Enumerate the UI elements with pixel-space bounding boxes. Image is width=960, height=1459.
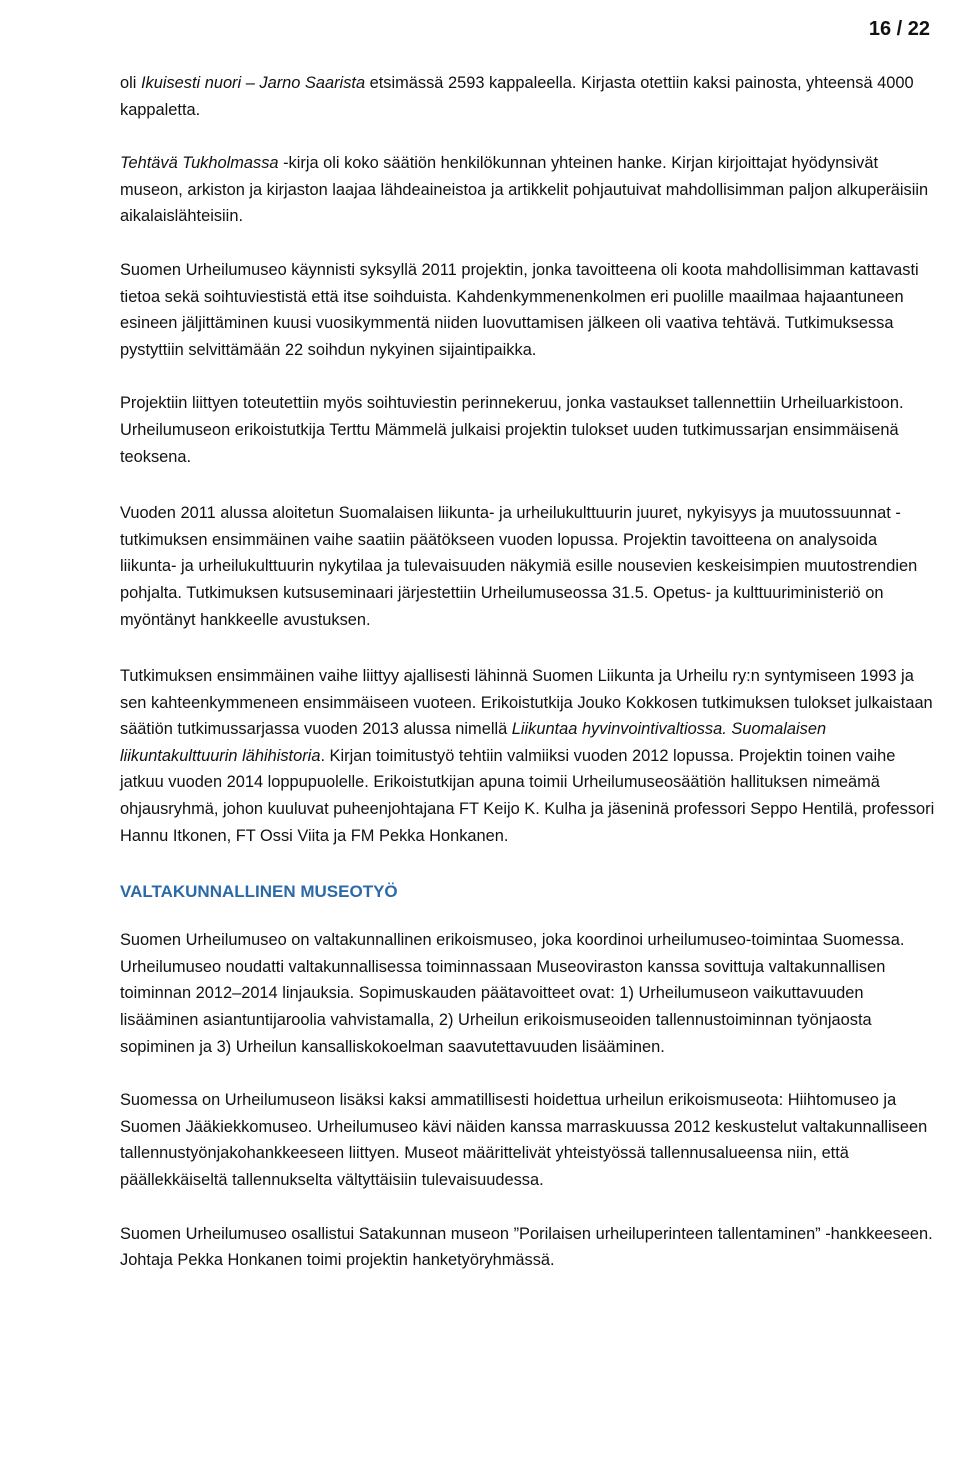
section-heading: VALTAKUNNALLINEN MUSEOTYÖ xyxy=(120,882,398,902)
paragraph-tradition-collection: Projektiin liittyen toteutettiin myös soihtuviestin perinnekeruu, jonka vastaukset tallennettiin Urheiluarkistoon. Urheilumuseon erikoistutkija Terttu Mämmelä julkaisi projektin tulokset uuden tutkimussarjan ensimmäisenä teoksena. xyxy=(120,394,904,466)
book-title: Tehtävä Tukholmassa xyxy=(120,154,279,173)
book-title: Liikuntaa hyvinvointivaltiossa. Suomalaisen liikuntakulttuurin lähihistoria xyxy=(120,720,827,765)
page-number: 16 / 22 xyxy=(868,18,930,40)
paragraph-text: etsimässä 2593 kappaleella. Kirjasta otettiin kaksi painosta, yhteensä 4000 kappaletta. xyxy=(120,74,914,119)
paragraph-national-museum: Suomen Urheilumuseo on valtakunnallinen erikoismuseo, joka koordinoi urheilumuseo-toimintaa Suomessa. Urheilumuseo noudatti valtakunnallisessa toiminnassaan Museoviraston kanssa sovittuja valtakunnallisen toiminnan 2012–2014 linjauksia. Sopimuskauden päätavoitteet ovat: 1) Urheilumuseon vaikuttavuuden lisääminen asiantuntijaroolia vahvistamalla, 2) Urheilun erikoismuseoiden tallennustoiminnan työnjaosta sopiminen ja 3) Urheilun kansalliskokoelman saavutettavuuden lisääminen. xyxy=(120,931,905,1056)
paragraph-special-museums: Suomessa on Urheilumuseon lisäksi kaksi ammatillisesti hoidettua urheilun erikoismuseota: Hiihtomuseo ja Suomen Jääkiekkomuseo. Urheilumuseo kävi näiden kanssa marraskuussa 2012 keskustelut valtakunnalliseen tallennustyönjakohankkeeseen liittyen. Museot määrittelivät yhteistyössä tallennusalueensa niin, että päällekkäiseltä tallennukselta vältyttäisiin tulevaisuudessa. xyxy=(120,1091,928,1189)
paragraph-research-phase xyxy=(120,663,935,849)
paragraph-satakunta-project: Suomen Urheilumuseo osallistui Satakunnan museon ”Porilaisen urheiluperinteen tallentaminen” -hankkeeseen. Johtaja Pekka Honkanen toimi projektin hanketyöryhmässä. xyxy=(120,1224,933,1270)
paragraph-torch-project: Suomen Urheilumuseo käynnisti syksyllä 2011 projektin, jonka tavoitteena oli koota mahdollisimman kattavasti tietoa sekä soihtuviestistä että itse soihduista. Kahdenkymmenenkolmen eri puolille maailmaa hajaantuneen esineen jäljittäminen kuusi vuosikymmentä niiden luovuttamisen jälkeen oli vaativa tehtävä. Tutkimuksessa pystyttiin selvittämään 22 soihdun nykyinen sijaintipaikka. xyxy=(120,260,919,359)
document-body xyxy=(120,70,935,1274)
paragraph-text: . Kirjan toimitustyö tehtiin valmiiksi vuoden 2012 lopussa. Projektin toinen vaihe jatkuu vuoden 2014 loppupuolelle. Erikoistutkijan apuna toimii Urheilumuseosäätiön hallituksen nimeämä ohjausryhmä, johon kuuluvat puheenjohtajana FT Keijo K. Kulha ja jäseninä professori Seppo Hentilä, professori Hannu Itkonen, FT Ossi Viita ja FM Pekka Honkanen. xyxy=(120,746,935,845)
paragraph-research-project: Vuoden 2011 alussa aloitetun Suomalaisen liikunta- ja urheilukulttuurin juuret, nykyisyys ja muutossuunnat -tutkimuksen ensimmäinen vaihe saatiin päätökseen vuoden lopussa. Projektin tavoitteena on analysoida liikunta- ja urheilukulttuurin nykytilaa ja tulevaisuuden näkymiä esille nousevien keskeisimpien muutostrendien pohjalta. Tutkimuksen kutsuseminaari järjestettiin Urheilumuseossa 31.5. Opetus- ja kulttuuriministeriö on myöntänyt hankkeelle avustuksen. xyxy=(120,504,918,629)
paragraph-text: Tutkimuksen ensimmäinen vaihe liittyy ajallisesti lähinnä Suomen Liikunta ja Urheilu ry:n syntymiseen 1993 ja sen kahteenkymmeneen ensimmäiseen vuoteen. Erikoistutkija Jouko Kokkosen tutkimuksen tulokset julkaistaan säätiön tutkimussarjassa vuoden 2013 alussa nimellä xyxy=(120,667,933,739)
paragraph-book-print-run xyxy=(120,70,935,123)
paragraph-text: -kirja oli koko säätiön henkilökunnan yhteinen hanke. Kirjan kirjoittajat hyödynsivät museon, arkiston ja kirjaston laajaa lähdeaineistoa ja artikkelit pohjautuivat mahdollisimman paljon alkuperäisiin aikalaislähteisiin. xyxy=(120,154,929,226)
paragraph-text: oli xyxy=(120,74,141,92)
book-title: Ikuisesti nuori – Jarno Saarista xyxy=(140,74,366,92)
paragraph-tukholmassa-book xyxy=(120,150,935,230)
